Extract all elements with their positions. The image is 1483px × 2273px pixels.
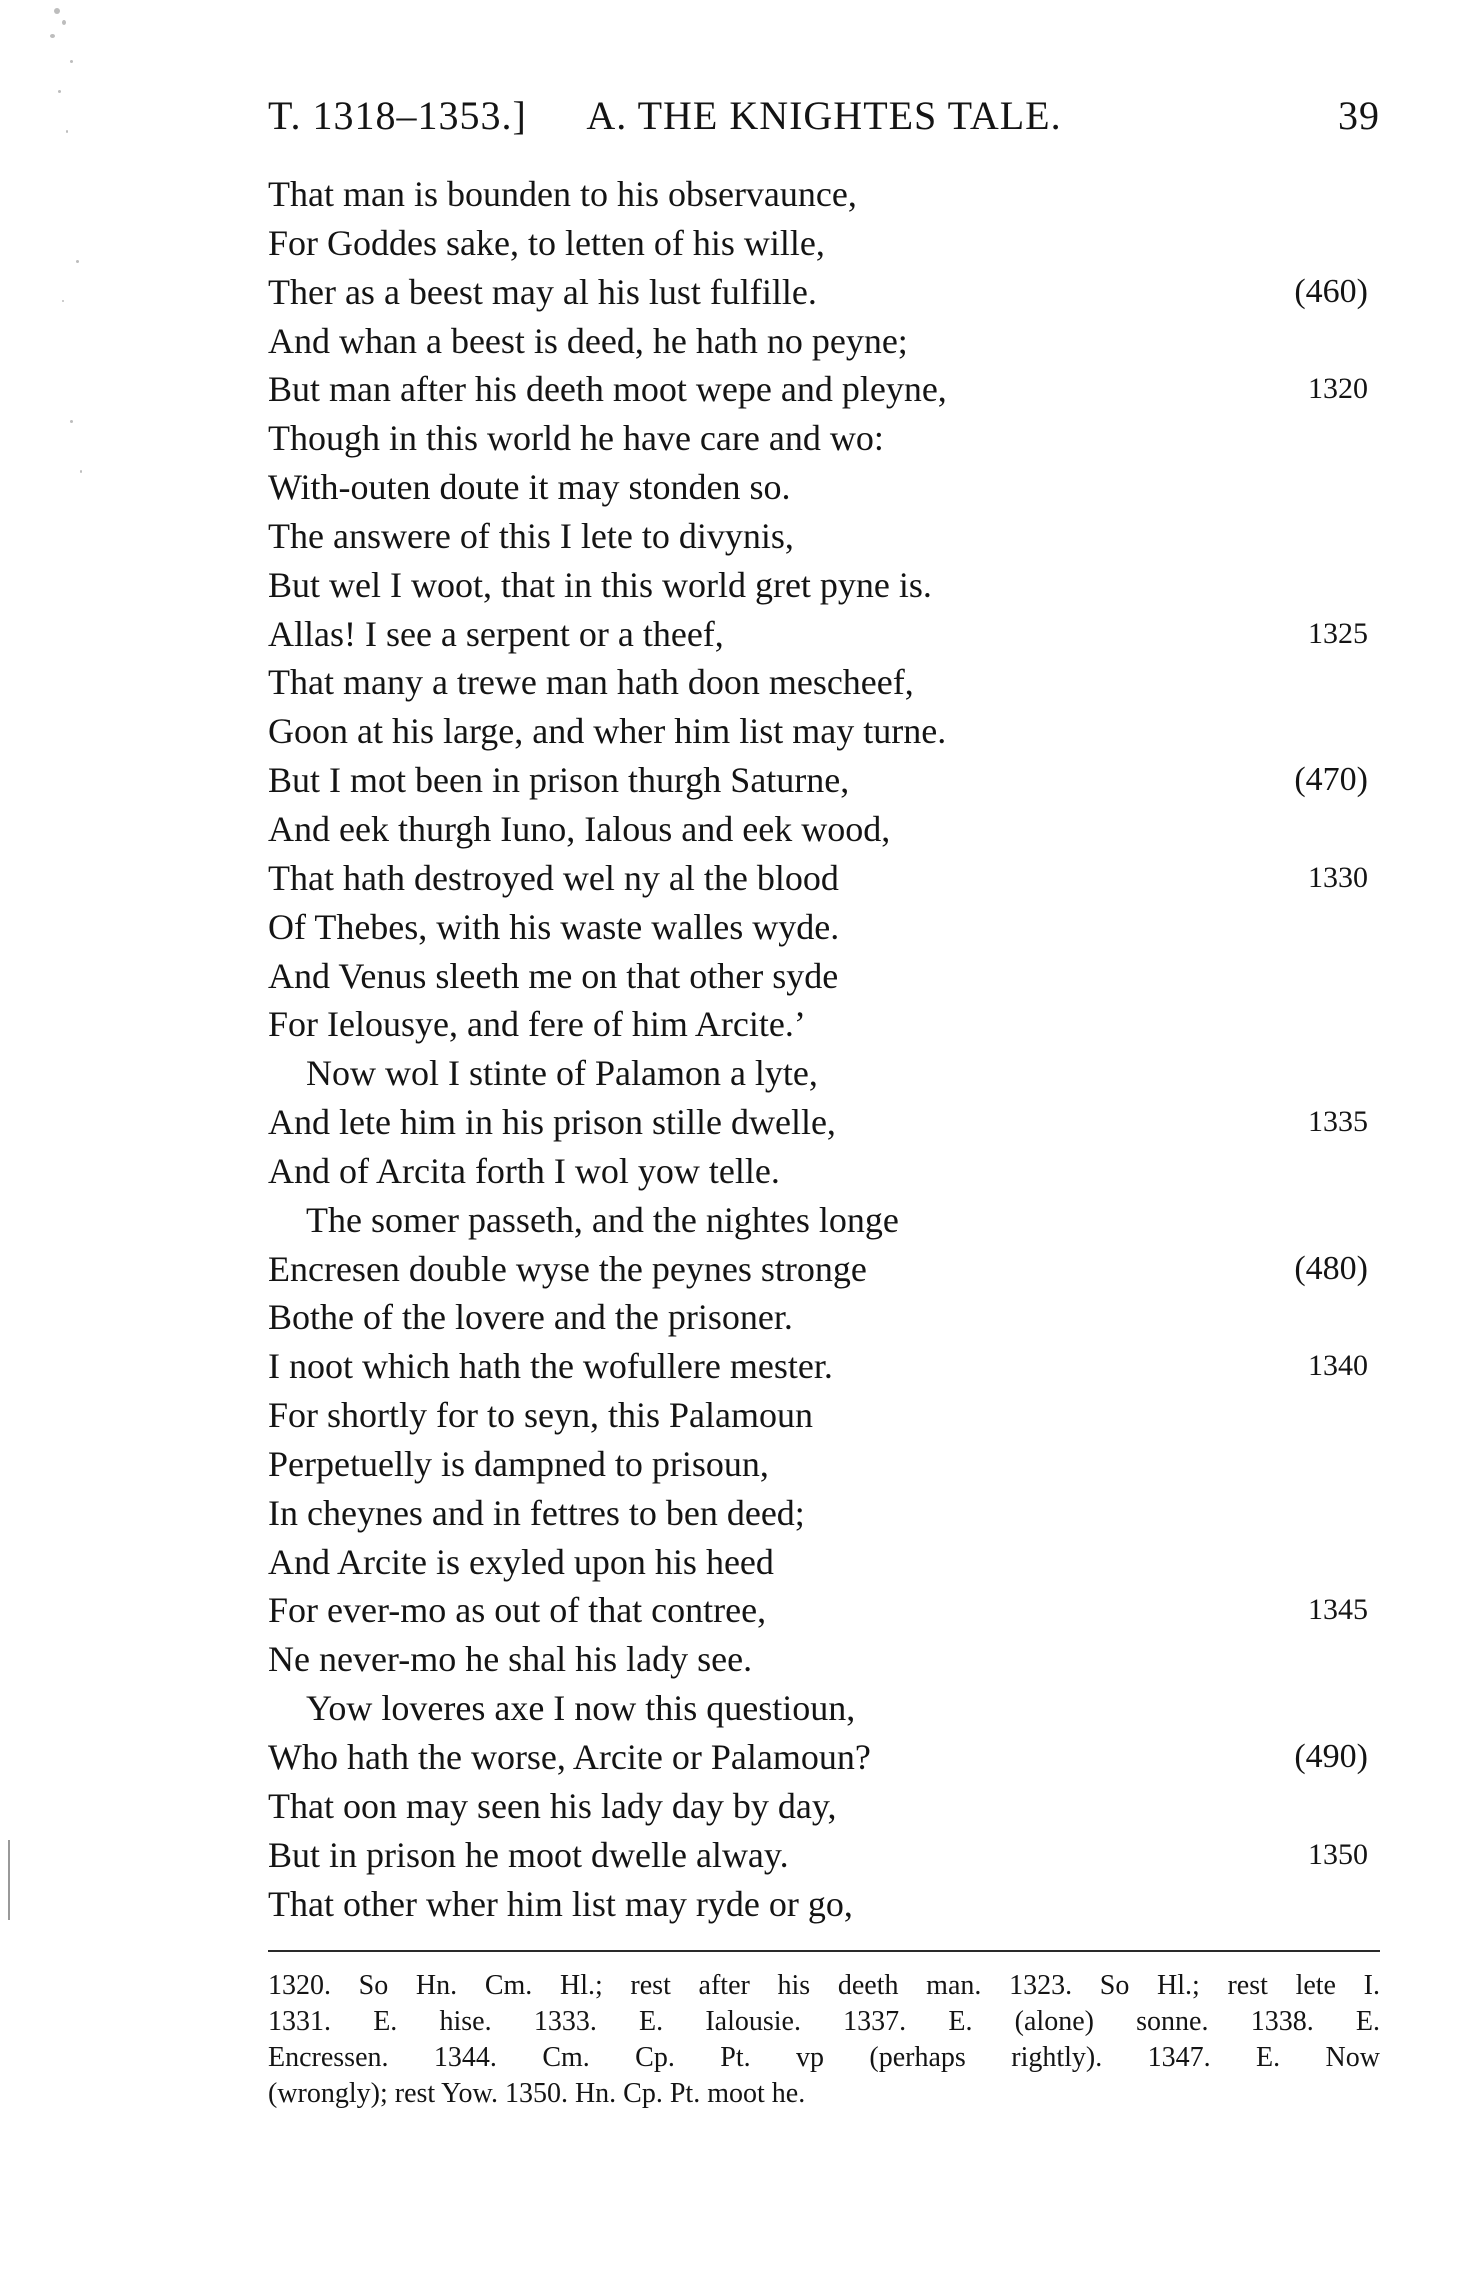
verse-line [268,561,1380,610]
line-number: (460) [1294,272,1368,310]
verse-line [268,610,1380,659]
footnote-rule [268,1950,1380,1952]
verse-line [268,317,1380,366]
verse-line [268,1489,1380,1538]
verse-text: Ne never-mo he shal his lady see. [268,1639,753,1680]
verse-line [268,170,1380,219]
verse-line [268,903,1380,952]
line-number: 1325 [1308,616,1368,650]
verse-line [268,414,1380,463]
line-number: 1335 [1308,1105,1368,1139]
verse-text: And whan a beest is deed, he hath no peyne; [268,320,908,361]
verse-line [268,1147,1380,1196]
verse-text: That many a trewe man hath doon mescheef, [268,662,914,703]
verse-text: And lete him in his prison stille dwelle, [268,1102,836,1143]
verse-line [268,805,1380,854]
verse-line [268,854,1380,903]
verse-text: But wel I woot, that in this world gret pyne is. [268,564,932,605]
verse-text: Now wol I stinte of Palamon a lyte, [306,1053,818,1094]
verse-line [268,1000,1380,1049]
line-range: T. 1318–1353.] [268,93,527,138]
line-number: (470) [1294,761,1368,799]
verse-text: That hath destroyed wel ny al the blood [268,857,839,898]
verse-text: For Goddes sake, to letten of his wille, [268,222,825,263]
verse-text: That oon may seen his lady day by day, [268,1785,837,1826]
verse-line [268,1586,1380,1635]
footnote-line: Encressen. 1344. Cm. Cp. Pt. vp (perhaps rightly). 1347. E. Now [268,2042,1380,2073]
verse-line [268,1831,1380,1880]
verse-line [268,1635,1380,1684]
verse-text: Goon at his large, and wher him list may turne. [268,711,947,752]
verse-line [268,1049,1380,1098]
verse-line [268,1880,1380,1929]
verse-line [268,268,1380,317]
line-number: 1330 [1308,860,1368,894]
verse-line [268,952,1380,1001]
verse-text: For ever-mo as out of that contree, [268,1590,767,1631]
verse-line [268,707,1380,756]
verse-line [268,463,1380,512]
verse-line [268,1391,1380,1440]
footnote-line: 1331. E. hise. 1333. E. Ialousie. 1337. E. (alone) sonne. 1338. E. [268,2006,1380,2037]
verse-text: Ther as a beest may al his lust fulfille. [268,271,817,312]
verse-text: But in prison he moot dwelle alway. [268,1834,789,1875]
line-number: 1340 [1308,1349,1368,1383]
verse-text: And Venus sleeth me on that other syde [268,955,839,996]
verse-line [268,1293,1380,1342]
verse-text: Bothe of the lovere and the prisoner. [268,1297,793,1338]
verse-line [268,219,1380,268]
verse-text: And Arcite is exyled upon his heed [268,1541,774,1582]
verse-line [268,365,1380,414]
margin-mark [8,1840,10,1920]
verse-text: And of Arcita forth I wol yow telle. [268,1150,780,1191]
verse-text: For Ielousye, and fere of him Arcite.’ [268,1004,806,1045]
verse-text: Of Thebes, with his waste walles wyde. [268,906,840,947]
verse-line [268,1098,1380,1147]
footnote-line: (wrongly); rest Yow. 1350. Hn. Cp. Pt. moot he. [268,2078,806,2109]
verse-text: That man is bounden to his observaunce, [268,174,857,214]
verse-line [268,512,1380,561]
verse-line [268,658,1380,707]
verse-text: But I mot been in prison thurgh Saturne, [268,760,850,801]
verse-line [268,1245,1380,1294]
page-number: 39 [1338,93,1380,138]
header-title: A. THE KNIGHTES TALE. [586,93,1062,138]
footnotes [268,1968,1380,2112]
line-number: 1350 [1308,1837,1368,1871]
verse-block [268,170,1380,1928]
verse-text: Though in this world he have care and wo: [268,418,884,459]
running-header [268,92,1380,142]
verse-text: Perpetuelly is dampned to prisoun, [268,1443,769,1484]
line-number: 1320 [1308,372,1368,406]
line-number: 1345 [1308,1593,1368,1627]
verse-line [268,1196,1380,1245]
verse-text: With-outen doute it may stonden so. [268,467,791,508]
verse-line [268,1684,1380,1733]
line-number: (480) [1294,1249,1368,1287]
verse-text: Who hath the worse, Arcite or Palamoun? [268,1737,871,1777]
verse-text: I noot which hath the wofullere mester. [268,1346,833,1387]
verse-text: That other wher him list may ryde or go, [268,1883,853,1924]
margin-specks [40,0,120,520]
verse-text: For shortly for to seyn, this Palamoun [268,1395,813,1436]
verse-text: And eek thurgh Iuno, Ialous and eek wood, [268,808,891,849]
line-number: (490) [1294,1738,1368,1775]
footnote-line: 1320. So Hn. Cm. Hl.; rest after his deeth man. 1323. So Hl.; rest lete I. [268,1970,1380,2001]
verse-text: Encresen double wyse the peynes stronge [268,1248,867,1289]
verse-text: The answere of this I lete to divynis, [268,515,794,556]
verse-text: The somer passeth, and the nightes longe [306,1199,899,1240]
verse-line [268,1440,1380,1489]
verse-text: In cheynes and in fettres to ben deed; [268,1492,805,1533]
verse-text: Yow loveres axe I now this questioun, [306,1688,856,1729]
verse-line [268,1733,1380,1782]
verse-text: But man after his deeth moot wepe and pleyne, [268,369,947,410]
verse-line [268,1782,1380,1831]
verse-line [268,756,1380,805]
verse-text: Allas! I see a serpent or a theef, [268,613,724,654]
verse-line [268,1342,1380,1391]
verse-line [268,1538,1380,1587]
